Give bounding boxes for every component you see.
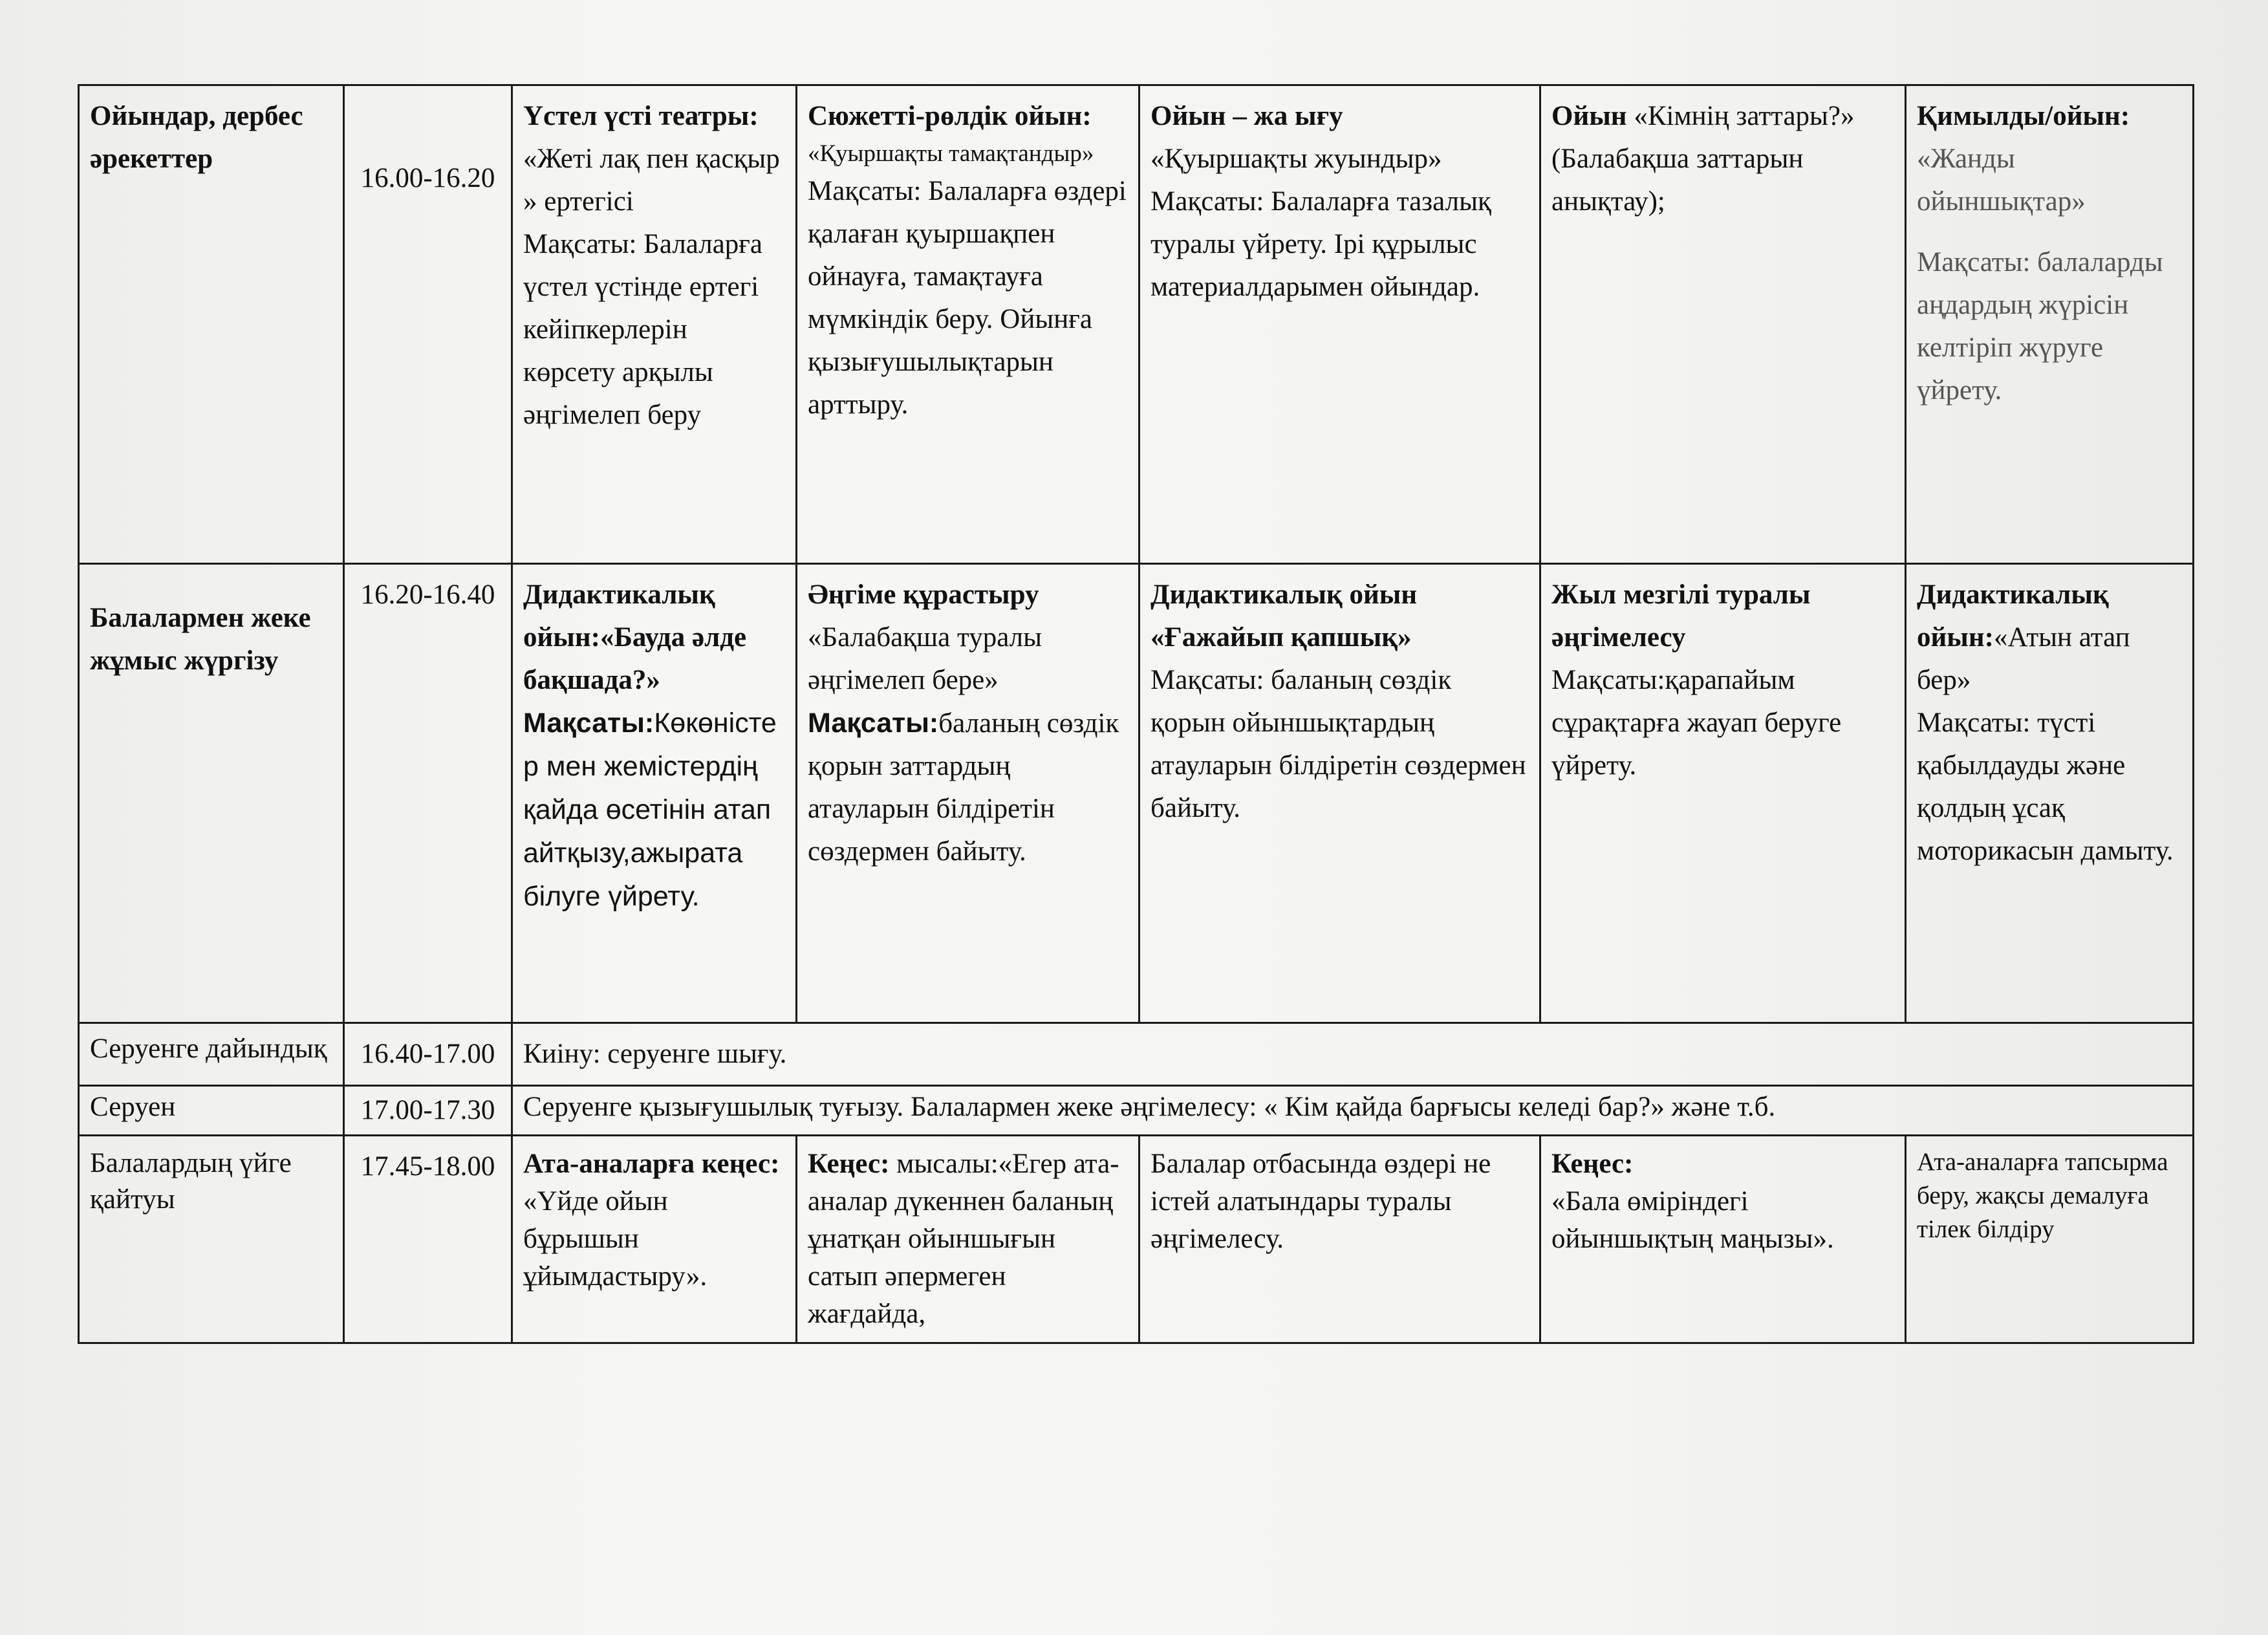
walk-preparation-text: Киіну: серуенге шығу. [512,1023,2194,1086]
friday-title: Дидактикалық ойын: [1917,579,2109,653]
monday-title: Ата-аналарға кеңес: [523,1149,780,1179]
friday-cell [1906,1136,2194,1343]
thursday-text: «Бала өміріндегі ойыншықтың маңызы». [1551,1186,1834,1254]
activity-cell: Балалардың үйге қайтуы [79,1136,344,1343]
thursday-title: Жыл мезгілі туралы әңгімелесу [1551,579,1811,653]
wednesday-cell [1139,1136,1540,1343]
monday-cell [512,85,797,564]
tuesday-cell [797,564,1139,1023]
monday-text: «Үйде ойын бұрышын ұйымдастыру». [523,1186,707,1292]
time-cell [344,1086,512,1136]
time-text: 16.40-17.00 [360,1039,495,1069]
thursday-cell [1540,85,1906,564]
row-walk-preparation [79,1023,2194,1086]
tuesday-title: Сюжетті-рөлдік ойын: [808,101,1092,131]
monday-aim-label: Мақсаты: [523,708,654,739]
friday-title: Қимылды/ойын: [1917,101,2130,131]
thursday-cell [1540,564,1906,1023]
wednesday-cell [1139,564,1540,1023]
tuesday-aim-label: Мақсаты: [808,708,939,739]
time-text: 17.00-17.30 [360,1095,495,1125]
tuesday-text: «Балабақша туралы әңгімелеп бере» [808,622,1042,695]
wednesday-cell [1139,85,1540,564]
tuesday-title: Кеңес: [808,1149,890,1179]
activity-cell: Серуенге дайындық [79,1023,344,1086]
activity-cell: Серуен [79,1086,344,1136]
friday-cell [1906,564,2194,1023]
thursday-cell [1540,1136,1906,1343]
wednesday-aim: Мақсаты: баланың сөздік қорын ойыншықтардың атауларын білдіретін сөздермен байыту. [1150,665,1526,823]
tuesday-text: «Қуыршақты тамақтандыр» [808,140,1094,167]
monday-aim: Көкөністер мен жемістердің қайда өсетінін атап айтқызу,ажырата білуге үйрету. [523,708,777,912]
activity-cell: Ойындар, дербес әрекеттер [79,85,344,564]
time-text: 16.20-16.40 [360,579,495,610]
friday-aim: Мақсаты: түсті қабылдауды және қолдың ұсақ моторикасын дамыту. [1917,708,2174,866]
row-individual-work [79,564,2194,1023]
time-text: 16.00-16.20 [360,163,495,193]
wednesday-text: Балалар отбасында өздері не істей алатындары туралы әңгімелесу. [1150,1149,1491,1254]
monday-aim: Мақсаты: Балаларға үстел үстінде ертегі кейіпкерлерін көрсету арқылы әңгімелеп беру [523,229,763,430]
tuesday-aim: Мақсаты: Балаларға өздері қалаған қуыршақпен ойнауға, тамақтауға мүмкіндік беру. Ойынға қызығушылықтарын арттыру. [808,176,1127,420]
wednesday-text: «Қуыршақты жуындыр» [1150,144,1442,174]
activity-cell: Балалармен жеке жұмыс жүргізу [79,564,344,1023]
tuesday-cell [797,85,1139,564]
row-going-home [79,1136,2194,1343]
thursday-text: «Кімнің заттары?» (Балабақша заттарын анықтау); [1551,101,1855,217]
row-walk [79,1086,2194,1136]
monday-cell [512,1136,797,1343]
friday-aim: Мақсаты: балаларды аңдардың жүрісін келтіріп жүруге үйрету. [1917,247,2163,406]
wednesday-title: Ойын – жа ығу [1150,101,1343,131]
monday-title: Үстел үсті театры: [523,101,759,131]
time-cell [344,1136,512,1343]
wednesday-title: Дидактикалық ойын «Ғажайып қапшық» [1150,579,1418,653]
time-text: 17.45-18.00 [360,1151,495,1182]
friday-cell [1906,85,2194,564]
daily-plan-table [78,84,2194,1344]
monday-text: «Жеті лақ пен қасқыр » ертегісі [523,144,780,217]
tuesday-cell [797,1136,1139,1343]
friday-text: «Атын атап бер» [1917,622,2130,695]
monday-cell [512,564,797,1023]
row-games [79,85,2194,564]
thursday-title: Кеңес: [1551,1149,1634,1179]
tuesday-aim: баланың сөздік қорын заттардың атауларын білдіретін сөздермен байыту. [808,708,1119,867]
time-cell [344,85,512,564]
time-cell [344,564,512,1023]
friday-text: «Жанды ойыншықтар» [1917,144,2086,217]
tuesday-title: Әңгіме құрастыру [808,579,1039,610]
monday-title: Дидактикалық ойын:«Бауда әлде бақшада?» [523,579,747,695]
wednesday-aim: Мақсаты: Балаларға тазалық туралы үйрету. Ірі құрылыс материалдарымен ойындар. [1150,186,1491,302]
friday-text: Ата-аналарға тапсырма беру, жақсы демалуға тілек білдіру [1917,1148,2168,1243]
tuesday-text: мысалы:«Егер ата-аналар дүкеннен баланың ұнатқан ойыншығын сатып әпермеген жағдайда, [808,1149,1119,1329]
time-cell [344,1023,512,1086]
thursday-title: Ойын [1551,101,1627,131]
walk-text: Серуенге қызығушылық туғызу. Балалармен жеке әңгімелесу: « Кім қайда барғысы келеді бар?» және т.б. [512,1086,2194,1136]
thursday-aim: Мақсаты:қарапайым сұрақтарға жауап беруге үйрету. [1551,665,1842,781]
